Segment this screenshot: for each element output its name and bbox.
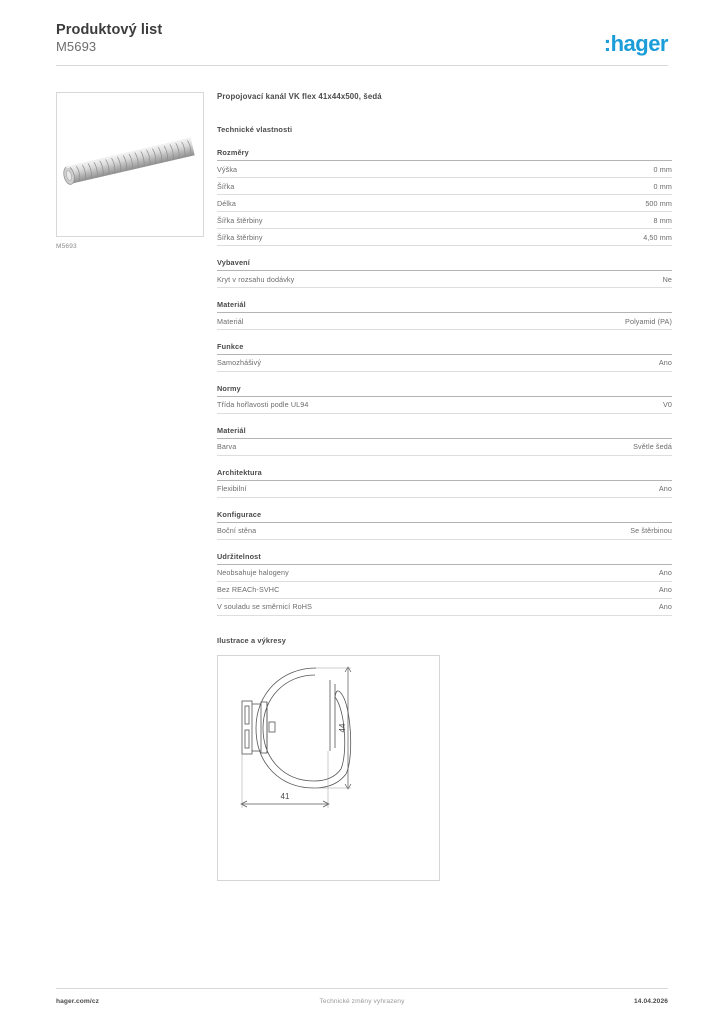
spec-row-value: 8 mm [653, 215, 672, 225]
spec-row-value: Ano [658, 358, 672, 368]
footer-divider [56, 988, 668, 989]
spec-row [217, 229, 672, 246]
spec-section-title: Normy [217, 384, 672, 397]
header-divider [56, 65, 668, 66]
technical-properties-heading: Technické vlastnosti [217, 125, 293, 134]
spec-row [217, 178, 672, 195]
spec-row-value: Polyamid (PA) [625, 316, 672, 326]
spec-row-value: Ano [658, 568, 672, 578]
spec-row [217, 565, 672, 582]
drawings-heading: Ilustrace a výkresy [217, 635, 287, 645]
spec-section-title: Udržitelnost [217, 552, 672, 565]
spec-row [217, 523, 672, 540]
dimension-vertical-label: 44 [338, 723, 347, 733]
spec-row [217, 582, 672, 599]
footer-disclaimer: Technické změny vyhrazeny [319, 998, 405, 1005]
spec-row-value: V0 [662, 400, 672, 410]
spec-section-title: Konfigurace [217, 510, 672, 523]
spec-section [217, 384, 672, 414]
page-subtitle-article-number: M5693 [56, 39, 97, 54]
spec-row-value: 4,50 mm [643, 232, 672, 242]
spec-row-label: Flexibilní [217, 484, 247, 494]
spec-row-label: Neobsahuje halogeny [217, 568, 289, 578]
spec-row-value: Světle šedá [633, 442, 672, 452]
spec-row [217, 599, 672, 616]
spec-section-title: Architektura [217, 468, 672, 481]
spec-row-label: Šířka štěrbiny [217, 215, 263, 225]
spec-row-value: Ano [658, 484, 672, 494]
flexible-cable-channel-image [57, 93, 203, 236]
spec-row-label: Třída hořlavosti podle UL94 [217, 400, 309, 410]
spec-row [217, 439, 672, 456]
footer-date: 14.04.2026 [633, 998, 668, 1005]
spec-row [217, 271, 672, 288]
spec-row-label: Boční stěna [217, 526, 257, 536]
spec-section [217, 258, 672, 288]
spec-section [217, 300, 672, 330]
page-footer [56, 998, 668, 1012]
page-header [56, 22, 668, 66]
spec-section [217, 510, 672, 540]
spec-row-label: Délka [217, 198, 236, 208]
spec-section-title: Funkce [217, 342, 672, 355]
spec-row [217, 161, 672, 178]
product-name: Propojovací kanál VK flex 41x44x500, šedá [217, 92, 382, 101]
spec-section [217, 148, 672, 246]
spec-row-value: Ne [662, 274, 672, 284]
spec-row-label: Šířka [217, 181, 235, 191]
spec-row [217, 481, 672, 498]
main-content [217, 92, 672, 881]
spec-row-label: Materiál [217, 316, 244, 326]
spec-row-value: Se štěrbinou [630, 526, 672, 536]
spec-row-label: Kryt v rozsahu dodávky [217, 274, 295, 284]
spec-row-label: Samozhášivý [217, 358, 262, 368]
spec-row-label: Bez REACh-SVHC [217, 585, 280, 595]
spec-row [217, 355, 672, 372]
spec-section [217, 552, 672, 616]
spec-row [217, 397, 672, 414]
spec-row-value: Ano [658, 602, 672, 612]
logo-colon-icon: : [603, 31, 611, 56]
spec-sections-container [217, 148, 672, 616]
product-image-box [56, 92, 204, 237]
spec-row-label: Barva [217, 442, 237, 452]
spec-row [217, 195, 672, 212]
spec-section [217, 342, 672, 372]
spec-row-value: Ano [658, 585, 672, 595]
spec-row-value: 500 mm [645, 198, 672, 208]
spec-section-title: Materiál [217, 426, 672, 439]
spec-row-label: V souladu se směrnicí RoHS [217, 602, 312, 612]
spec-row [217, 313, 672, 330]
hager-logo [604, 32, 668, 56]
spec-row-value: 0 mm [653, 164, 672, 174]
dimension-horizontal-label: 41 [280, 791, 290, 801]
spec-row [217, 212, 672, 229]
spec-section-title: Materiál [217, 300, 672, 313]
spec-section [217, 426, 672, 456]
spec-section-title: Rozměry [217, 148, 672, 161]
spec-row-label: Výška [217, 164, 238, 174]
footer-website[interactable]: hager.com/cz [56, 998, 99, 1005]
spec-section-title: Vybavení [217, 258, 672, 271]
spec-section [217, 468, 672, 498]
product-image-caption: M5693 [56, 243, 77, 250]
logo-wordmark: hager [610, 31, 668, 56]
spec-row-value: 0 mm [653, 181, 672, 191]
spec-row-label: Šířka štěrbiny [217, 232, 263, 242]
technical-drawing-box [217, 655, 440, 881]
page-title: Produktový list [56, 22, 163, 38]
cross-section-drawing [218, 656, 439, 880]
